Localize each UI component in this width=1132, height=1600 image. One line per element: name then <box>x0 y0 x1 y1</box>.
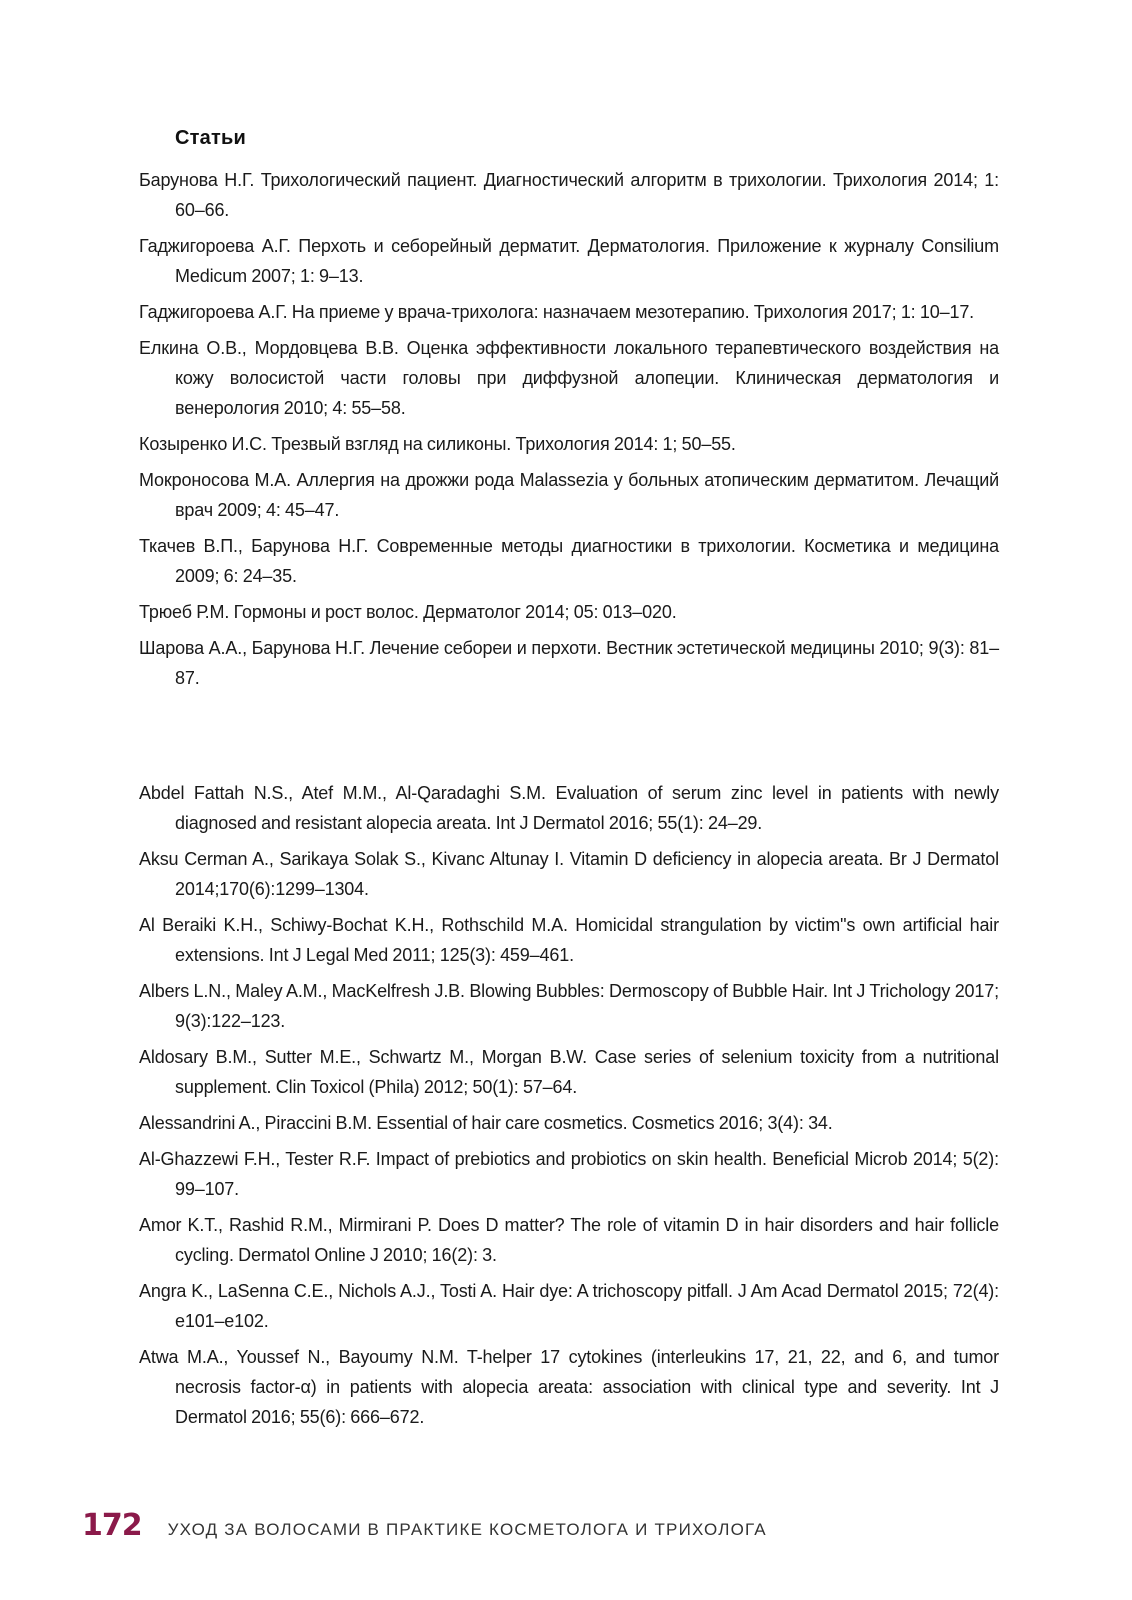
reference-item: Al Beraiki K.H., Schiwy-Bochat K.H., Rothschild M.A. Homicidal strangulation by victim"s own artificial hair extensions. Int J Legal Med 2011; 125(3): 459–461. <box>139 915 999 965</box>
reference-item: Шарова А.А., Барунова Н.Г. Лечение себореи и перхоти. Вестник эстетической медицины 2010; 9(3): 81–87. <box>139 638 999 688</box>
reference-item: Amor K.T., Rashid R.M., Mirmirani P. Does D matter? The role of vitamin D in hair disorders and hair follicle cycling. Dermatol Online J 2010; 16(2): 3. <box>139 1215 999 1265</box>
reference-item: Aldosary B.M., Sutter M.E., Schwartz M., Morgan B.W. Case series of selenium toxicity from a nutritional supplement. Clin Toxicol (Phila) 2012; 50(1): 57–64. <box>139 1047 999 1097</box>
section-heading: Статьи <box>175 127 246 149</box>
running-title: УХОД ЗА ВОЛОСАМИ В ПРАКТИКЕ КОСМЕТОЛОГА И ТРИХОЛОГА <box>167 1520 767 1539</box>
reference-item: Гаджигороева А.Г. Перхоть и себорейный дерматит. Дерматология. Приложение к журналу Consilium Medicum 2007; 1: 9–13. <box>139 236 999 286</box>
reference-item: Елкина О.В., Мордовцева В.В. Оценка эффективности локального терапевтического воздействия на кожу волосистой части головы при диффузной алопеции. Клиническая дерматология и венерология 2010; 4: 55–58. <box>139 338 999 418</box>
reference-item: Aksu Cerman A., Sarikaya Solak S., Kivanc Altunay I. Vitamin D deficiency in alopecia areata. Br J Dermatol 2014;170(6):1299–1304. <box>139 849 999 899</box>
reference-item: Alessandrini A., Piraccini B.M. Essential of hair care cosmetics. Cosmetics 2016; 3(4): 34. <box>139 1113 833 1133</box>
reference-item: Albers L.N., Maley A.M., MacKelfresh J.B. Blowing Bubbles: Dermoscopy of Bubble Hair. Int J Trichology 2017; 9(3):122–123. <box>139 981 999 1031</box>
reference-item: Мокроносова М.А. Аллергия на дрожжи рода Malassezia у больных атопическим дерматитом. Лечащий врач 2009; 4: 45–47. <box>139 470 999 520</box>
reference-item: Трюеб Р.М. Гормоны и рост волос. Дерматолог 2014; 05: 013–020. <box>139 602 677 622</box>
reference-list-english <box>139 778 999 1438</box>
reference-item: Козыренко И.С. Трезвый взгляд на силиконы. Трихология 2014: 1; 50–55. <box>139 434 736 454</box>
reference-item: Гаджигороева А.Г. На приеме у врача-трихолога: назначаем мезотерапию. Трихология 2017; 1: 10–17. <box>139 302 975 322</box>
reference-list-russian <box>139 165 999 699</box>
page-footer <box>82 1508 767 1548</box>
reference-item: Angra K., LaSenna C.E., Nichols A.J., Tosti A. Hair dye: A trichoscopy pitfall. J Am Acad Dermatol 2015; 72(4): e101–e102. <box>139 1281 999 1331</box>
page-number: 172 <box>82 1508 142 1543</box>
reference-item: Ткачев В.П., Барунова Н.Г. Современные методы диагностики в трихологии. Косметика и медицина 2009; 6: 24–35. <box>139 536 999 586</box>
reference-item: Al-Ghazzewi F.H., Tester R.F. Impact of prebiotics and probiotics on skin health. Beneficial Microb 2014; 5(2): 99–107. <box>139 1149 999 1199</box>
reference-item: Барунова Н.Г. Трихологический пациент. Диагностический алгоритм в трихологии. Трихология 2014; 1: 60–66. <box>139 170 999 220</box>
reference-item: Atwa M.A., Youssef N., Bayoumy N.M. T-helper 17 cytokines (interleukins 17, 21, 22, and 6, and tumor necrosis factor-α) in patients with alopecia areata: association with clinical type and severity. Int J Dermatol 2016; 55(6): 666–672. <box>139 1347 999 1427</box>
reference-item: Abdel Fattah N.S., Atef M.M., Al-Qaradaghi S.M. Evaluation of serum zinc level in patients with newly diagnosed and resistant alopecia areata. Int J Dermatol 2016; 55(1): 24–29. <box>139 783 999 833</box>
